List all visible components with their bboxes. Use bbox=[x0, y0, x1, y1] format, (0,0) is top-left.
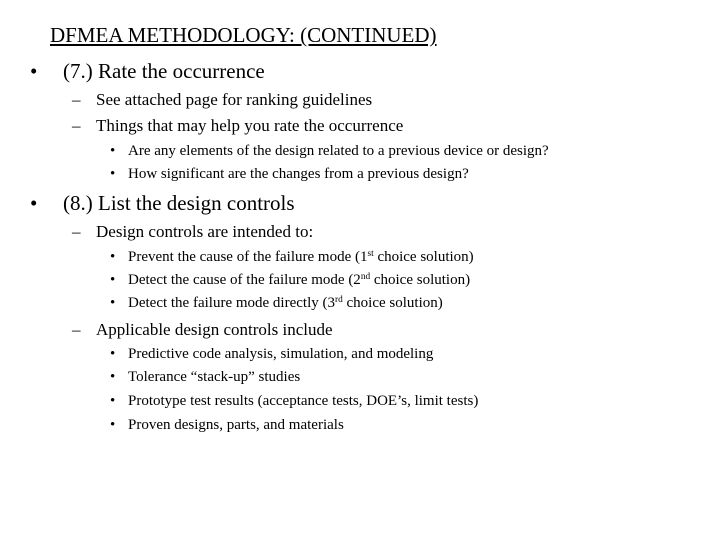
section-7-item-text: How significant are the changes from a previous design? bbox=[128, 166, 469, 182]
dash-icon: – bbox=[72, 222, 81, 241]
bullet-icon: • bbox=[30, 59, 38, 83]
bullet-icon: • bbox=[30, 191, 38, 215]
bullet-icon: • bbox=[110, 272, 116, 288]
slide-title: DFMEA METHODOLOGY: (CONTINUED) bbox=[50, 23, 437, 47]
bullet-icon: • bbox=[110, 166, 116, 182]
applicable-control-text: Proven designs, parts, and materials bbox=[128, 417, 344, 433]
section-8-label: (8.) List the design controls bbox=[63, 191, 295, 215]
bullet-icon: • bbox=[110, 346, 116, 362]
bullet-icon: • bbox=[110, 249, 116, 265]
bullet-icon: • bbox=[110, 143, 116, 159]
applicable-control-text: Tolerance “stack-up” studies bbox=[128, 369, 301, 385]
design-control-text: Detect the cause of the failure mode (2nd choice solution) bbox=[128, 271, 471, 288]
applicable-control-text: Predictive code analysis, simulation, and modeling bbox=[128, 346, 434, 362]
bullet-icon: • bbox=[110, 295, 116, 311]
bullet-icon: • bbox=[110, 393, 116, 409]
section-7-label: (7.) Rate the occurrence bbox=[63, 59, 265, 83]
design-control-text: Detect the failure mode directly (3rd choice solution) bbox=[128, 294, 443, 311]
applicable-control-text: Prototype test results (acceptance tests, DOE’s, limit tests) bbox=[128, 393, 479, 409]
dash-icon: – bbox=[72, 320, 81, 339]
bullet-icon: • bbox=[110, 417, 116, 433]
section-7-sub-1-text: See attached page for ranking guidelines bbox=[96, 90, 373, 109]
section-7-sub-2-text: Things that may help you rate the occurrence bbox=[96, 116, 404, 135]
section-8-sub-1-text: Design controls are intended to: bbox=[96, 222, 314, 241]
section-7-item-text: Are any elements of the design related to a previous device or design? bbox=[128, 143, 549, 159]
dash-icon: – bbox=[72, 90, 81, 109]
section-8-sub-2-text: Applicable design controls include bbox=[96, 320, 333, 339]
bullet-icon: • bbox=[110, 369, 116, 385]
design-control-text: Prevent the cause of the failure mode (1st choice solution) bbox=[128, 248, 474, 265]
dash-icon: – bbox=[72, 116, 81, 135]
